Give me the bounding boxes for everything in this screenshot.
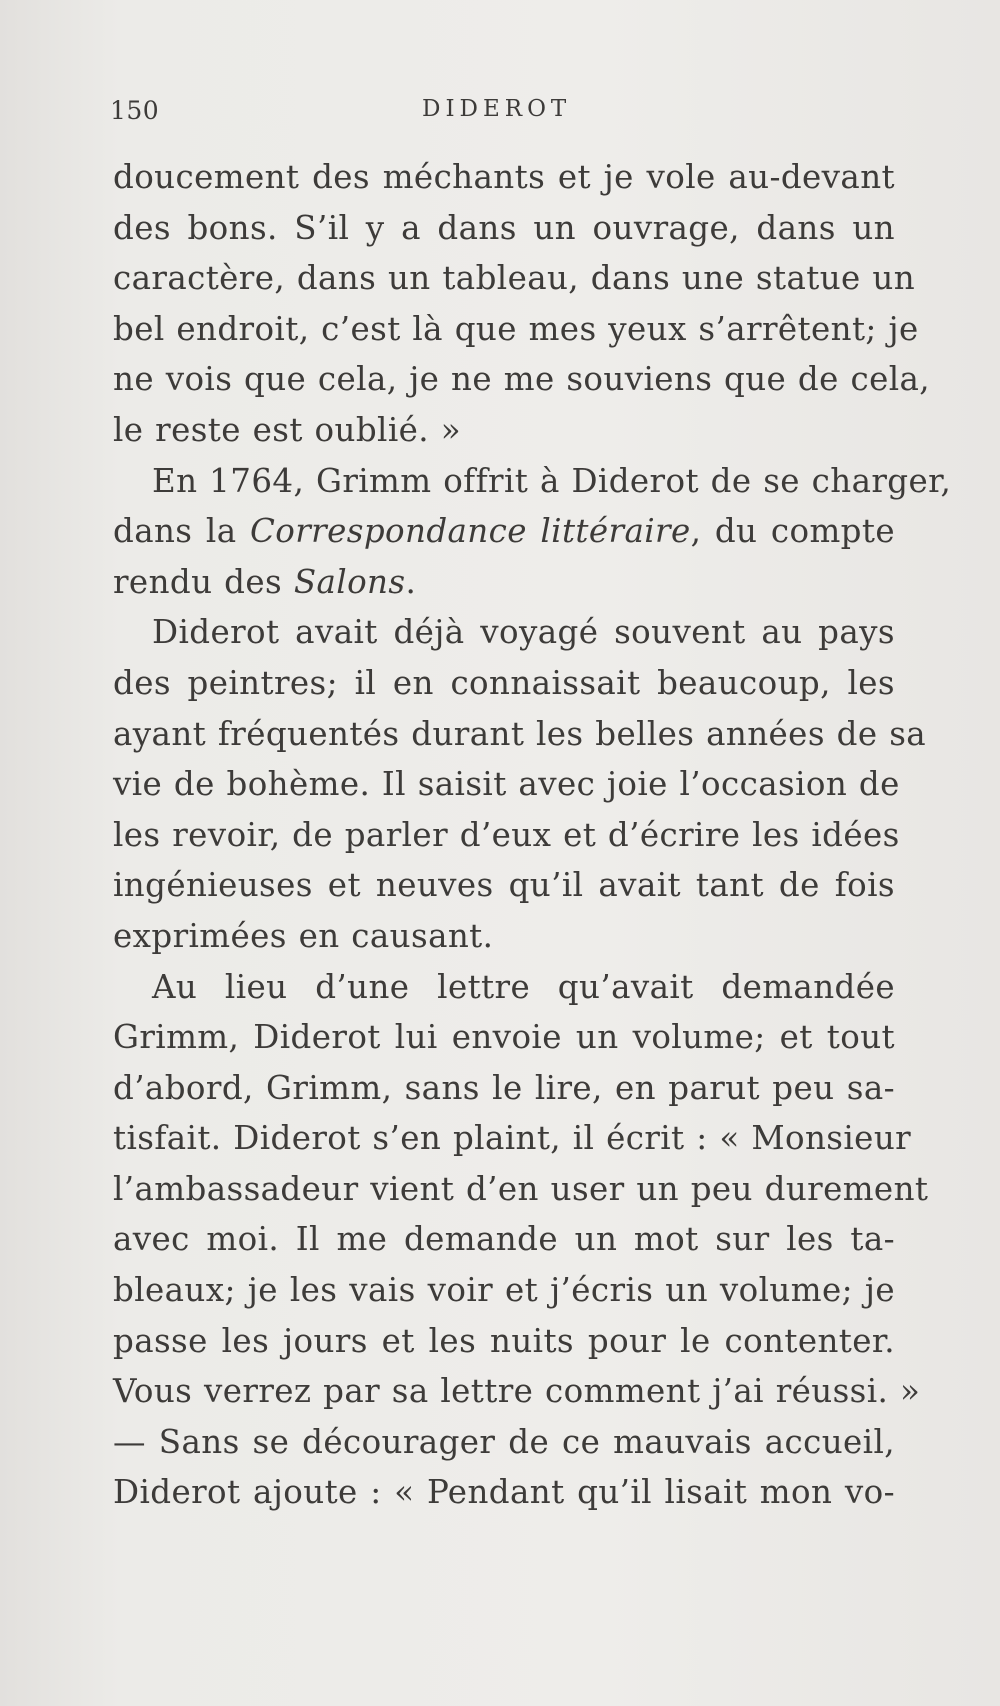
running-head [110,96,910,136]
text-line: tisfait. Diderot s’en plaint, il écrit : « Monsieur [113,1119,912,1158]
text-line: doucement des méchants et je vole au-devant [113,158,895,196]
text-line: En 1764, Grimm offrit à Diderot de se charger, [152,461,952,500]
text-line: exprimées en causant. [113,916,494,955]
text-line: Vous verrez par sa lettre comment j’ai réussi. » [113,1372,921,1411]
text-line: ayant fréquentés durant les belles années de sa [113,714,927,753]
text-line: vie de bohème. Il saisit avec joie l’occasion de [113,765,900,804]
text-segment: , du compte [690,512,895,551]
text-line: bel endroit, c’est là que mes yeux s’arrêtent; je [113,309,919,348]
text-line: Au lieu d’une lettre qu’avait demandée [152,967,895,1006]
text-line-mixed [113,506,895,557]
body-text [113,152,952,1518]
text-line: le reste est oublié. » [113,410,462,449]
text-line: ingénieuses et neuves qu’il avait tant de fois [113,866,895,905]
text-line: ne vois que cela, je ne me souviens que de cela, [113,360,931,399]
text-line: passe les jours et les nuits pour le contenter. [113,1321,895,1360]
text-line: Grimm, Diderot lui envoie un volume; et tout [113,1018,895,1057]
text-line: avec moi. Il me demande un mot sur les ta- [113,1220,895,1259]
text-line: des bons. S’il y a dans un ouvrage, dans un [113,208,895,247]
running-title: DIDEROT [422,96,572,122]
text-segment: . [405,562,417,601]
text-line: d’abord, Grimm, sans le lire, en parut peu sa- [113,1068,895,1107]
text-line: Diderot ajoute : « Pendant qu’il lisait mon vo- [113,1473,895,1512]
text-line: — Sans se décourager de ce mauvais accueil, [113,1422,895,1461]
italic-title: Correspondance littéraire [250,512,691,551]
text-line: bleaux; je les vais voir et j’écris un volume; je [113,1271,895,1310]
text-segment: rendu des [113,562,294,601]
text-line: Diderot avait déjà voyagé souvent au pays [152,613,895,652]
text-line-mixed [113,557,895,608]
italic-title: Salons [293,562,406,601]
text-line: les revoir, de parler d’eux et d’écrire les idées [113,815,900,854]
text-line: des peintres; il en connaissait beaucoup, les [113,663,895,702]
text-line: l’ambassadeur vient d’en user un peu durement [113,1169,929,1208]
text-segment: dans la [113,512,250,551]
text-line: caractère, dans un tableau, dans une statue un [113,259,916,298]
page-number: 150 [110,96,160,125]
